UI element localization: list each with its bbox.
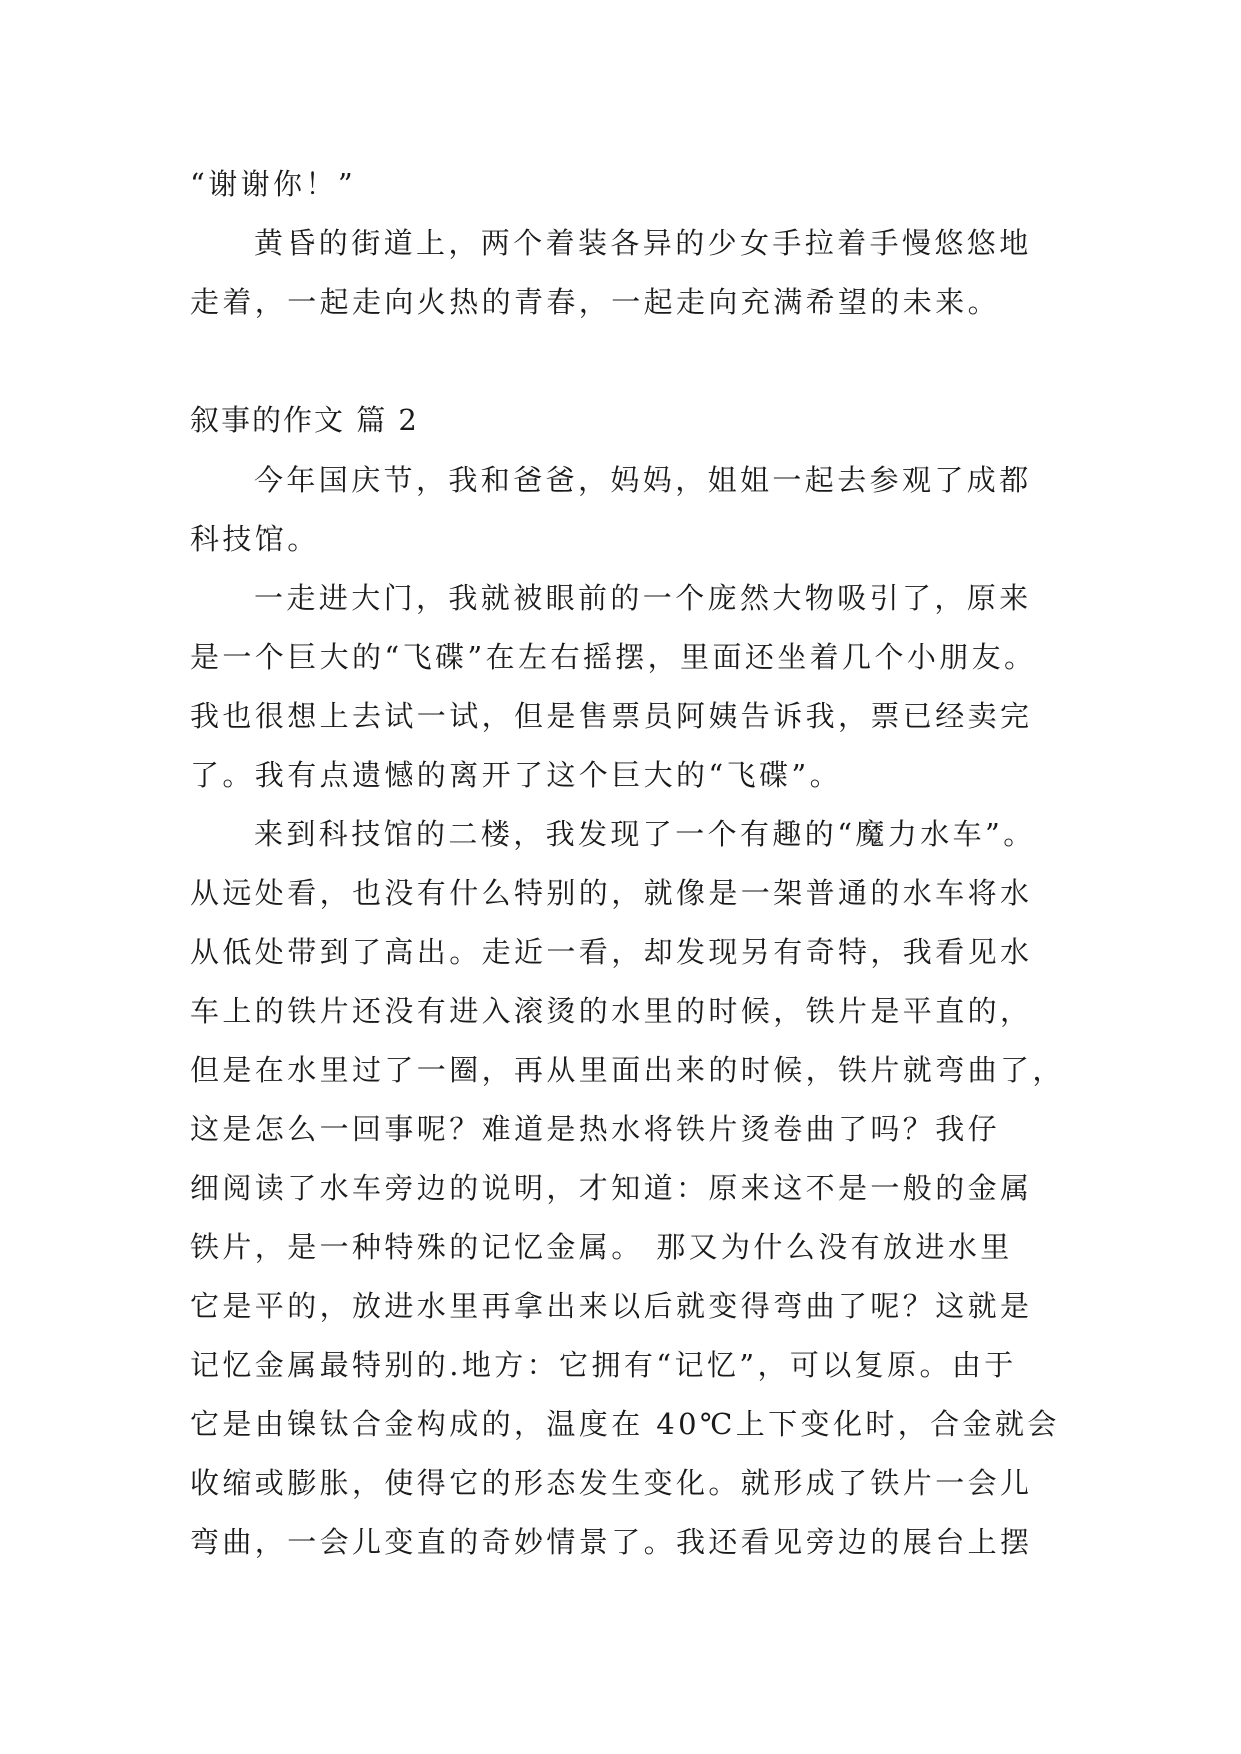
paragraph-line: 弯曲，一会儿变直的奇妙情景了。我还看见旁边的展台上摆 [190,1525,1033,1559]
paragraph-line: 了。我有点遗憾的离开了这个巨大的“飞碟”。 [190,758,843,792]
paragraph-line: 从低处带到了高出。走近一看，却发现另有奇特，我看见水 [190,935,1033,969]
paragraph-line: 细阅读了水车旁边的说明，才知道：原来这不是一般的金属 [190,1171,1033,1205]
paragraph-line: 这是怎么一回事呢？难道是热水将铁片烫卷曲了吗？我仔 [190,1112,1001,1146]
paragraph-line: 是一个巨大的“飞碟”在左右摇摆，里面还坐着几个小朋友。 [190,640,1037,674]
paragraph-line: 一走进大门，我就被眼前的一个庞然大物吸引了，原来 [254,581,1032,615]
paragraph-line: 黄昏的街道上，两个着装各异的少女手拉着手慢悠悠地 [254,226,1032,260]
paragraph-line: 我也很想上去试一试，但是售票员阿姨告诉我，票已经卖完 [190,699,1033,733]
paragraph-line: 它是平的，放进水里再拿出来以后就变得弯曲了呢？这就是 [190,1289,1033,1323]
paragraph-line: 铁片，是一种特殊的记忆金属。 那又为什么没有放进水里 [190,1230,1013,1264]
closing-quote-line: “谢谢你！” [190,167,357,201]
paragraph-line: 今年国庆节，我和爸爸，妈妈，姐姐一起去参观了成都 [254,463,1032,497]
paragraph-line: 但是在水里过了一圈，再从里面出来的时候，铁片就弯曲了， [190,1053,1065,1087]
paragraph-line: 走着，一起走向火热的青春，一起走向充满希望的未来。 [190,285,1001,319]
paragraph-line: 记忆金属最特别的.地方：它拥有“记忆”，可以复原。由于 [190,1348,1017,1382]
section-title: 叙事的作文 篇 2 [190,403,419,437]
paragraph-line: 科技馆。 [190,522,320,556]
paragraph-line: 从远处看，也没有什么特别的，就像是一架普通的水车将水 [190,876,1033,910]
paragraph-line: 来到科技馆的二楼，我发现了一个有趣的“魔力水车”。 [254,817,1036,851]
paragraph-line: 车上的铁片还没有进入滚烫的水里的时候，铁片是平直的， [190,994,1033,1028]
paragraph-line: 它是由镍钛合金构成的，温度在 40℃上下变化时，合金就会 [190,1407,1060,1441]
paragraph-line: 收缩或膨胀，使得它的形态发生变化。就形成了铁片一会儿 [190,1466,1033,1500]
